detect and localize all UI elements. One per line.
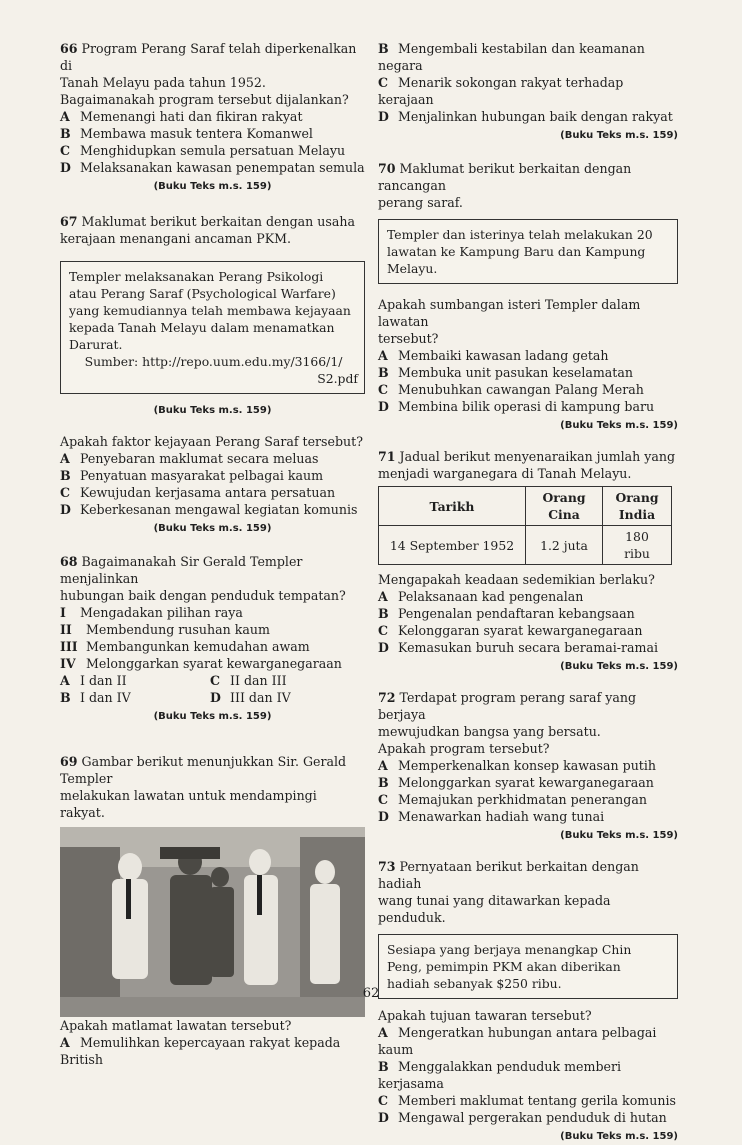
source-note: (Buku Teks m.s. 159) bbox=[560, 830, 678, 841]
source-note: (Buku Teks m.s. 159) bbox=[153, 181, 272, 192]
option-c[interactable]: C Menarik sokongan rakyat terhadap kerajaan bbox=[378, 75, 624, 107]
box-line: Templer melaksanakan Perang Psikologi bbox=[69, 269, 324, 284]
stem-line: perang saraf. bbox=[378, 195, 463, 210]
stem-line: Tanah Melayu pada tahun 1952. bbox=[60, 75, 266, 90]
source-note: (Buku Teks m.s. 159) bbox=[560, 661, 678, 672]
question-70 bbox=[378, 160, 678, 434]
info-box bbox=[60, 261, 365, 394]
photo-illustration bbox=[60, 827, 365, 997]
statement-ii: II Membendung rusuhan kaum bbox=[60, 622, 270, 637]
table-header: Orang India bbox=[603, 487, 672, 526]
source-note: (Buku Teks m.s. 159) bbox=[153, 523, 272, 534]
question-number: 71 bbox=[378, 449, 396, 464]
question-text: Apakah tujuan tawaran tersebut? bbox=[378, 1008, 592, 1023]
stem-line: Bagaimanakah program tersebut dijalankan? bbox=[60, 92, 349, 107]
source-note: (Buku Teks m.s. 159) bbox=[560, 420, 678, 431]
stem-line: menjadi warganegara di Tanah Melayu. bbox=[378, 466, 632, 481]
option-b[interactable]: B Menggalakkan penduduk memberi kerjasama bbox=[378, 1059, 622, 1091]
info-box bbox=[378, 219, 678, 284]
option-c[interactable]: C II dan III bbox=[210, 673, 287, 688]
option-d[interactable]: D Mengawal pergerakan penduduk di hutan bbox=[378, 1110, 667, 1125]
option-b[interactable]: B Membuka unit pasukan keselamatan bbox=[378, 365, 633, 380]
option-d[interactable]: D Keberkesanan mengawal kegiatan komunis bbox=[60, 502, 358, 517]
option-b[interactable]: B Pengenalan pendaftaran kebangsaan bbox=[378, 606, 635, 621]
option-b[interactable]: B Membawa masuk tentera Komanwel bbox=[60, 126, 313, 141]
option-a[interactable]: A Penyebaran maklumat secara meluas bbox=[60, 451, 319, 466]
table-row bbox=[379, 526, 672, 565]
statement-iii: III Membangunkan kemudahan awam bbox=[60, 639, 310, 654]
question-number: 68 bbox=[60, 554, 78, 569]
stem-line: Bagaimanakah Sir Gerald Templer menjalinkan bbox=[60, 554, 303, 586]
table-cell: 14 September 1952 bbox=[379, 526, 526, 565]
question-text: Apakah program tersebut? bbox=[378, 741, 550, 756]
option-c[interactable]: C Kewujudan kerjasama antara persatuan bbox=[60, 485, 336, 500]
question-text: tersebut? bbox=[378, 331, 439, 346]
stem-line: Jadual berikut menyenaraikan jumlah yang bbox=[399, 449, 676, 464]
source-note: (Buku Teks m.s. 159) bbox=[560, 1131, 678, 1142]
table-cell: 180 ribu bbox=[603, 526, 672, 565]
table-header: Orang Cina bbox=[526, 487, 603, 526]
table-cell: 1.2 juta bbox=[526, 526, 603, 565]
option-d[interactable]: D Kemasukan buruh secara beramai-ramai bbox=[378, 640, 659, 655]
page-number: 62 bbox=[362, 986, 380, 1001]
stem-line: Pernyataan berikut berkaitan dengan hadiah bbox=[378, 859, 639, 891]
option-c[interactable]: C Menubuhkan cawangan Palang Merah bbox=[378, 382, 644, 397]
question-number: 72 bbox=[378, 690, 396, 705]
option-d[interactable]: D Menawarkan hadiah wang tunai bbox=[378, 809, 605, 824]
box-line: atau Perang Saraf (Psychological Warfare) bbox=[69, 286, 336, 301]
question-text: Mengapakah keadaan sedemikian berlaku? bbox=[378, 572, 655, 587]
box-line: Darurat. bbox=[69, 337, 123, 352]
citizenship-table bbox=[378, 486, 672, 565]
stem-line: wang tunai yang ditawarkan kepada penduduk. bbox=[378, 893, 611, 925]
table-header: Tarikh bbox=[379, 487, 526, 526]
box-line: Melayu. bbox=[387, 261, 438, 276]
question-73 bbox=[378, 858, 678, 1145]
box-line: kepada Tanah Melayu dalam menamatkan bbox=[69, 320, 335, 335]
question-number: 69 bbox=[60, 754, 78, 769]
option-d[interactable]: D Membina bilik operasi di kampung baru bbox=[378, 399, 655, 414]
option-d[interactable]: D Melaksanakan kawasan penempatan semula bbox=[60, 160, 365, 175]
option-c[interactable]: C Kelonggaran syarat kewarganegaraan bbox=[378, 623, 643, 638]
question-number: 66 bbox=[60, 41, 78, 56]
option-b[interactable]: B I dan IV bbox=[60, 690, 131, 705]
box-line: Sesiapa yang berjaya menangkap Chin bbox=[387, 942, 632, 957]
option-a[interactable]: A Pelaksanaan kad pengenalan bbox=[378, 589, 584, 604]
source-note: (Buku Teks m.s. 159) bbox=[153, 711, 272, 722]
question-69 bbox=[60, 753, 365, 1068]
box-line: lawatan ke Kampung Baru dan Kampung bbox=[387, 244, 646, 259]
question-text: Apakah faktor kejayaan Perang Saraf tersebut? bbox=[60, 434, 363, 449]
stem-line: Terdapat program perang saraf yang berjaya bbox=[378, 690, 637, 722]
source-note: (Buku Teks m.s. 159) bbox=[153, 405, 272, 416]
statement-iv: IV Melonggarkan syarat kewarganegaraan bbox=[60, 656, 342, 671]
question-text: Apakah matlamat lawatan tersebut? bbox=[60, 1018, 292, 1033]
question-67 bbox=[60, 213, 365, 537]
option-b[interactable]: B Melonggarkan syarat kewarganegaraan bbox=[378, 775, 654, 790]
option-a[interactable]: A Membaiki kawasan ladang getah bbox=[378, 348, 609, 363]
box-line: Templer dan isterinya telah melakukan 20 bbox=[387, 227, 653, 242]
box-line: hadiah sebanyak $250 ribu. bbox=[387, 976, 562, 991]
stem-line: Program Perang Saraf telah diperkenalkan di bbox=[60, 41, 357, 73]
stem-line: mewujudkan bangsa yang bersatu. bbox=[378, 724, 601, 739]
question-number: 67 bbox=[60, 214, 78, 229]
question-number: 73 bbox=[378, 859, 396, 874]
source-note: (Buku Teks m.s. 159) bbox=[560, 130, 678, 141]
right-column bbox=[378, 40, 678, 1145]
stem-line: kerajaan menangani ancaman PKM. bbox=[60, 231, 292, 246]
option-d[interactable]: D Menjalinkan hubungan baik dengan rakyat bbox=[378, 109, 673, 124]
question-66-continued bbox=[378, 40, 678, 144]
box-line: Peng, pemimpin PKM akan diberikan bbox=[387, 959, 621, 974]
statement-i: I Mengadakan pilihan raya bbox=[60, 605, 243, 620]
stem-line: Maklumat berikut berkaitan dengan rancangan bbox=[378, 161, 632, 193]
box-line: yang kemudiannya telah membawa kejayaan bbox=[69, 303, 351, 318]
option-a[interactable]: A Mengeratkan hubungan antara pelbagai kaum bbox=[378, 1025, 657, 1057]
left-column bbox=[60, 40, 365, 1068]
stem-line: hubungan baik dengan penduduk tempatan? bbox=[60, 588, 346, 603]
question-66 bbox=[60, 40, 365, 195]
stem-line: Maklumat berikut berkaitan dengan usaha bbox=[81, 214, 355, 229]
option-a[interactable]: A Memenangi hati dan fikiran rakyat bbox=[60, 109, 303, 124]
question-number: 70 bbox=[378, 161, 396, 176]
question-71 bbox=[378, 448, 678, 675]
option-a[interactable]: A Memulihkan kepercayaan rakyat kepada British bbox=[60, 1035, 341, 1067]
option-b[interactable]: B Mengembali kestabilan dan keamanan negara bbox=[378, 41, 645, 73]
option-c[interactable]: C Memajukan perkhidmatan penerangan bbox=[378, 792, 647, 807]
table-header-row bbox=[379, 487, 672, 526]
question-72 bbox=[378, 689, 678, 844]
option-a[interactable]: A I dan II bbox=[60, 673, 127, 688]
stem-line: melakukan lawatan untuk mendampingi rakyat. bbox=[60, 788, 317, 820]
option-c[interactable]: C Menghidupkan semula persatuan Melayu bbox=[60, 143, 346, 158]
question-68 bbox=[60, 553, 365, 725]
stem-line: Gambar berikut menunjukkan Sir. Gerald Templer bbox=[60, 754, 347, 786]
box-source: Sumber: http://repo.uum.edu.my/3166/1/ bbox=[84, 354, 343, 369]
option-c[interactable]: C Memberi maklumat tentang gerila komunis bbox=[378, 1093, 676, 1108]
option-a[interactable]: A Memperkenalkan konsep kawasan putih bbox=[378, 758, 656, 773]
option-d[interactable]: D III dan IV bbox=[210, 690, 291, 705]
question-text: Apakah sumbangan isteri Templer dalam lawatan bbox=[378, 297, 641, 329]
box-source: S2.pdf bbox=[317, 371, 358, 386]
option-b[interactable]: B Penyatuan masyarakat pelbagai kaum bbox=[60, 468, 324, 483]
